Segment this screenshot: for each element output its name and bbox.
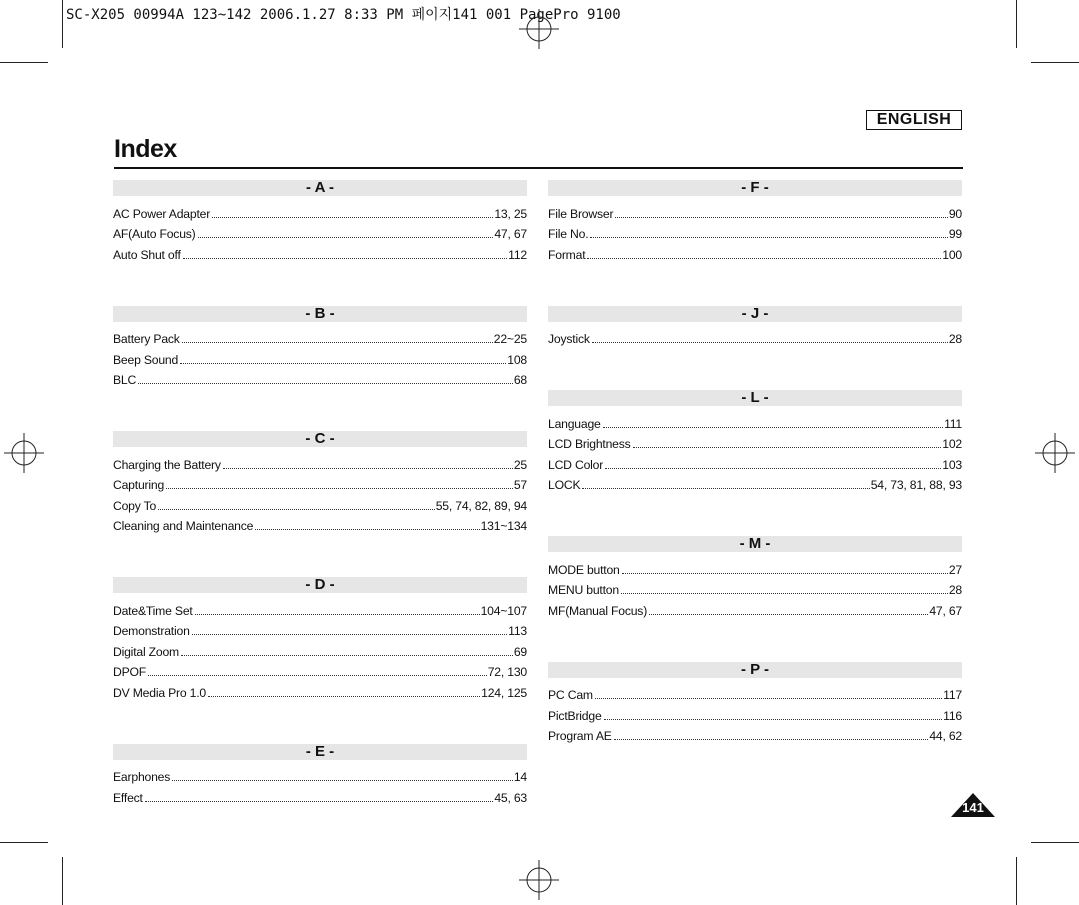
entry-term: Program AE — [548, 729, 612, 743]
print-slug: SC-X205 00994A 123~142 2006.1.27 8:33 PM 페이지141 001 PagePro 9100 — [66, 7, 621, 23]
index-entry — [548, 702, 962, 723]
entry-pages: 100 — [942, 247, 962, 262]
entry-pages: 28 — [948, 332, 962, 346]
index-section — [548, 662, 962, 744]
entry-pages: 54, 73, 81, 88, 93 — [870, 478, 962, 492]
entry-pages: 72, 130 — [487, 665, 527, 679]
entry-term: Auto Shut off — [113, 247, 181, 262]
index-entry — [113, 659, 527, 680]
dot-leader — [605, 468, 941, 469]
entry-pages: 55, 74, 82, 89, 94 — [435, 498, 527, 513]
entry-pages: 131~134 — [480, 519, 527, 533]
entry-pages: 108 — [507, 352, 527, 367]
registration-mark-icon — [519, 9, 559, 49]
index-entry — [113, 492, 527, 513]
index-entry — [548, 221, 962, 242]
dot-leader — [603, 427, 943, 428]
entry-pages: 47, 67 — [929, 603, 962, 618]
crop-mark — [62, 0, 63, 48]
dot-leader — [180, 363, 506, 364]
dot-leader — [587, 258, 941, 259]
dot-leader — [582, 488, 869, 489]
entry-pages: 116 — [943, 708, 962, 723]
entry-term: AC Power Adapter — [113, 206, 211, 221]
dot-leader — [255, 529, 479, 530]
entry-pages: 117 — [943, 688, 962, 702]
dot-leader — [145, 801, 494, 802]
title-rule — [114, 167, 963, 169]
index-entry — [113, 200, 527, 221]
crop-mark — [0, 62, 48, 63]
entry-pages: 22~25 — [493, 332, 527, 346]
section-heading: - D - — [113, 577, 527, 593]
index-entry — [113, 326, 527, 347]
entry-pages: 14 — [513, 770, 527, 784]
entry-term: Beep Sound — [113, 352, 179, 367]
index-entry — [113, 241, 527, 262]
crop-mark — [1031, 842, 1079, 843]
entry-term: AF(Auto Focus) — [113, 227, 196, 241]
entry-term: Demonstration — [113, 624, 190, 638]
section-heading: - P - — [548, 662, 962, 678]
entry-pages: 28 — [948, 583, 962, 597]
crop-mark — [62, 857, 63, 905]
entry-term: PictBridge — [548, 708, 602, 723]
index-section — [548, 306, 962, 347]
entry-term: Digital Zoom — [113, 644, 180, 659]
dot-leader — [183, 258, 508, 259]
index-section — [113, 306, 527, 388]
section-heading: - B - — [113, 306, 527, 322]
crop-mark — [1016, 0, 1017, 48]
section-heading: - J - — [548, 306, 962, 322]
entry-pages: 112 — [508, 247, 527, 262]
index-entry — [548, 556, 962, 577]
index-section — [113, 744, 527, 805]
section-heading: - C - — [113, 431, 527, 447]
entry-pages: 25 — [513, 457, 527, 472]
entry-term: PC Cam — [548, 688, 593, 702]
dot-leader — [604, 719, 943, 720]
index-section — [113, 431, 527, 533]
page-number: 141 — [962, 800, 984, 815]
entry-term: DPOF — [113, 665, 147, 679]
entry-term: LCD Brightness — [548, 437, 631, 451]
dot-leader — [212, 217, 493, 218]
entry-term: MODE button — [548, 562, 620, 577]
entry-pages: 111 — [944, 416, 962, 431]
index-entry — [548, 431, 962, 452]
entry-term: Charging the Battery — [113, 457, 221, 472]
index-entry — [548, 410, 962, 431]
dot-leader — [148, 675, 487, 676]
language-label: ENGLISH — [866, 110, 962, 130]
index-section — [113, 577, 527, 700]
index-entry — [548, 682, 962, 703]
entry-term: Joystick — [548, 332, 590, 346]
index-entry — [113, 638, 527, 659]
index-entry — [113, 597, 527, 618]
entry-term: LCD Color — [548, 457, 604, 472]
entry-term: Cleaning and Maintenance — [113, 519, 254, 533]
entry-term: Battery Pack — [113, 332, 180, 346]
entry-pages: 124, 125 — [481, 685, 527, 700]
index-section — [548, 536, 962, 618]
dot-leader — [595, 698, 942, 699]
entry-pages: 68 — [513, 373, 527, 387]
section-heading: - F - — [548, 180, 962, 196]
index-column-right — [548, 180, 962, 787]
index-entry — [548, 241, 962, 262]
dot-leader — [621, 593, 948, 594]
dot-leader — [181, 655, 513, 656]
crop-mark — [1016, 857, 1017, 905]
dot-leader — [138, 383, 513, 384]
entry-term: File Browser — [548, 206, 614, 221]
section-heading: - A - — [113, 180, 527, 196]
entry-term: BLC — [113, 373, 137, 387]
entry-term: LOCK — [548, 478, 581, 492]
entry-term: Copy To — [113, 498, 157, 513]
dot-leader — [172, 780, 513, 781]
index-section — [548, 180, 962, 262]
entry-term: MF(Manual Focus) — [548, 603, 648, 618]
dot-leader — [622, 573, 948, 574]
entry-pages: 44, 62 — [929, 729, 962, 743]
entry-pages: 57 — [513, 478, 527, 492]
index-entry — [548, 326, 962, 347]
entry-pages: 104~107 — [480, 603, 527, 618]
dot-leader — [223, 468, 513, 469]
entry-term: Earphones — [113, 770, 171, 784]
section-heading: - M - — [548, 536, 962, 552]
index-entry — [113, 679, 527, 700]
page-title: Index — [114, 135, 177, 163]
entry-term: File No. — [548, 227, 589, 241]
index-section — [548, 390, 962, 492]
index-entry — [548, 472, 962, 493]
index-entry — [113, 764, 527, 785]
entry-pages: 90 — [948, 206, 962, 221]
index-entry — [548, 200, 962, 221]
index-entry — [113, 221, 527, 242]
registration-mark-icon — [1035, 433, 1075, 473]
dot-leader — [192, 634, 508, 635]
dot-leader — [198, 237, 494, 238]
crop-mark — [1031, 62, 1079, 63]
entry-term: DV Media Pro 1.0 — [113, 685, 206, 700]
entry-pages: 45, 63 — [494, 790, 527, 805]
dot-leader — [195, 614, 480, 615]
dot-leader — [158, 509, 435, 510]
section-heading: - L - — [548, 390, 962, 406]
entry-pages: 113 — [508, 624, 527, 638]
index-entry — [548, 451, 962, 472]
section-heading: - E - — [113, 744, 527, 760]
entry-term: Format — [548, 247, 586, 262]
dot-leader — [649, 614, 928, 615]
entry-pages: 99 — [948, 227, 962, 241]
dot-leader — [208, 696, 480, 697]
entry-term: MENU button — [548, 583, 619, 597]
index-entry — [113, 618, 527, 639]
index-column-left — [113, 180, 527, 849]
index-entry — [113, 784, 527, 805]
index-entry — [113, 451, 527, 472]
crop-mark — [0, 842, 48, 843]
index-entry — [548, 597, 962, 618]
entry-pages: 27 — [948, 562, 962, 577]
dot-leader — [166, 488, 513, 489]
entry-term: Effect — [113, 790, 143, 805]
index-entry — [113, 472, 527, 493]
entry-pages: 102 — [942, 437, 962, 451]
entry-term: Date&Time Set — [113, 603, 193, 618]
dot-leader — [633, 447, 942, 448]
registration-mark-icon — [519, 860, 559, 900]
index-entry — [113, 513, 527, 534]
entry-pages: 13, 25 — [494, 206, 527, 221]
dot-leader — [614, 739, 929, 740]
entry-pages: 47, 67 — [494, 227, 527, 241]
entry-term: Capturing — [113, 478, 165, 492]
dot-leader — [590, 237, 947, 238]
entry-term: Language — [548, 416, 601, 431]
dot-leader — [592, 342, 948, 343]
index-section — [113, 180, 527, 262]
index-entry — [113, 367, 527, 388]
index-entry — [113, 346, 527, 367]
index-entry — [548, 723, 962, 744]
entry-pages: 69 — [513, 644, 527, 659]
dot-leader — [182, 342, 493, 343]
index-entry — [548, 577, 962, 598]
entry-pages: 103 — [942, 457, 962, 472]
dot-leader — [615, 217, 948, 218]
registration-mark-icon — [4, 433, 44, 473]
